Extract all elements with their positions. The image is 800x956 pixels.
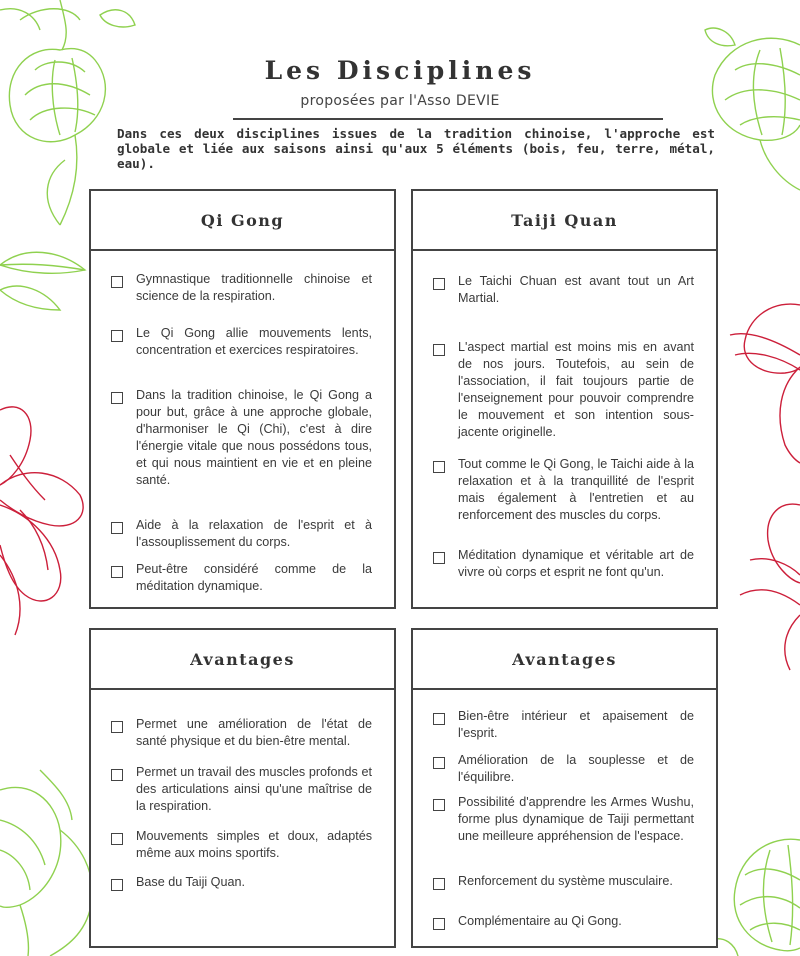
green-peony-bottom-right <box>710 830 800 956</box>
checkbox-icon[interactable] <box>111 721 123 733</box>
intro-paragraph: Dans ces deux disciplines issues de la tradition chinoise, l'approche est globale et liée aux saisons ainsi qu'aux 5 éléments (bois, feu, terre, métal, eau). <box>117 126 715 171</box>
qigong-item: Peut-être considéré comme de la méditation dynamique. <box>111 561 372 595</box>
checkbox-icon[interactable] <box>111 833 123 845</box>
checkbox-icon[interactable] <box>433 713 445 725</box>
avantages-qigong-item: Permet une amélioration de l'état de santé physique et du bien-être mental. <box>111 716 372 750</box>
qigong-item: Gymnastique traditionnelle chinoise et science de la respiration. <box>111 271 372 305</box>
checkbox-icon[interactable] <box>433 278 445 290</box>
avantages-qigong-item: Mouvements simples et doux, adaptés même aux moins sportifs. <box>111 828 372 862</box>
taiji-box <box>411 189 718 609</box>
qigong-title: Qi Gong <box>91 191 394 251</box>
checkbox-icon[interactable] <box>433 878 445 890</box>
green-leaves-left <box>0 235 90 325</box>
qigong-box <box>89 189 396 609</box>
green-lily-bottom-left <box>0 770 100 956</box>
avantages-taiji-item: Amélioration de la souplesse et de l'équilibre. <box>433 752 694 786</box>
taiji-title: Taiji Quan <box>413 191 716 251</box>
taiji-item: Tout comme le Qi Gong, le Taichi aide à la relaxation et à la tranquillité de l'esprit mais également à l'entretien et au renforcement des muscles du corps. <box>433 456 694 524</box>
checkbox-icon[interactable] <box>433 799 445 811</box>
qigong-item: Dans la tradition chinoise, le Qi Gong a pour but, grâce à une approche globale, d'harmoniser le Qi (Chi), c'est à dire l'énergie vitale que nous possédons tous, et qui nous maintient en vie et en pleine santé. <box>111 387 372 489</box>
checkbox-icon[interactable] <box>433 344 445 356</box>
checkbox-icon[interactable] <box>433 461 445 473</box>
checkbox-icon[interactable] <box>433 757 445 769</box>
checkbox-icon[interactable] <box>111 522 123 534</box>
page-title: Les Disciplines <box>264 56 536 85</box>
taiji-item: Méditation dynamique et véritable art de vivre où corps et esprit ne font qu'un. <box>433 547 694 581</box>
checkbox-icon[interactable] <box>111 769 123 781</box>
avantages-taiji-item: Possibilité d'apprendre les Armes Wushu, forme plus dynamique de Taiji permettant une meilleure appréhension de l'espace. <box>433 794 694 845</box>
taiji-item: L'aspect martial est moins mis en avant de nos jours. Toutefois, au sein de l'association, il fait toujours partie de l'enseignement pour pouvoir comprendre le mouvement et son intention sous-jacente originelle. <box>433 339 694 441</box>
checkbox-icon[interactable] <box>433 918 445 930</box>
avantages-taiji-item: Complémentaire au Qi Gong. <box>433 913 694 930</box>
avantages-taiji-item: Bien-être intérieur et apaisement de l'esprit. <box>433 708 694 742</box>
avantages-taiji-item: Renforcement du système musculaire. <box>433 873 694 890</box>
checkbox-icon[interactable] <box>111 879 123 891</box>
avantages-qigong-title: Avantages <box>91 630 394 690</box>
checkbox-icon[interactable] <box>111 566 123 578</box>
checkbox-icon[interactable] <box>111 276 123 288</box>
page-subtitle: proposées par l'Asso DEVIE <box>300 93 500 109</box>
avantages-taiji-box <box>411 628 718 948</box>
taiji-item: Le Taichi Chuan est avant tout un Art Martial. <box>433 273 694 307</box>
checkbox-icon[interactable] <box>111 392 123 404</box>
avantages-qigong-item: Permet un travail des muscles profonds et des articulations ainsi qu'une maîtrise de la respiration. <box>111 764 372 815</box>
title-divider <box>233 118 663 120</box>
checkbox-icon[interactable] <box>433 552 445 564</box>
qigong-item: Aide à la relaxation de l'esprit et à l'assouplissement du corps. <box>111 517 372 551</box>
checkbox-icon[interactable] <box>111 330 123 342</box>
red-hibiscus-right <box>720 295 800 675</box>
avantages-qigong-box <box>89 628 396 948</box>
avantages-taiji-title: Avantages <box>413 630 716 690</box>
red-hibiscus-left <box>0 395 90 645</box>
qigong-item: Le Qi Gong allie mouvements lents, concentration et exercices respiratoires. <box>111 325 372 359</box>
avantages-qigong-item: Base du Taiji Quan. <box>111 874 372 891</box>
